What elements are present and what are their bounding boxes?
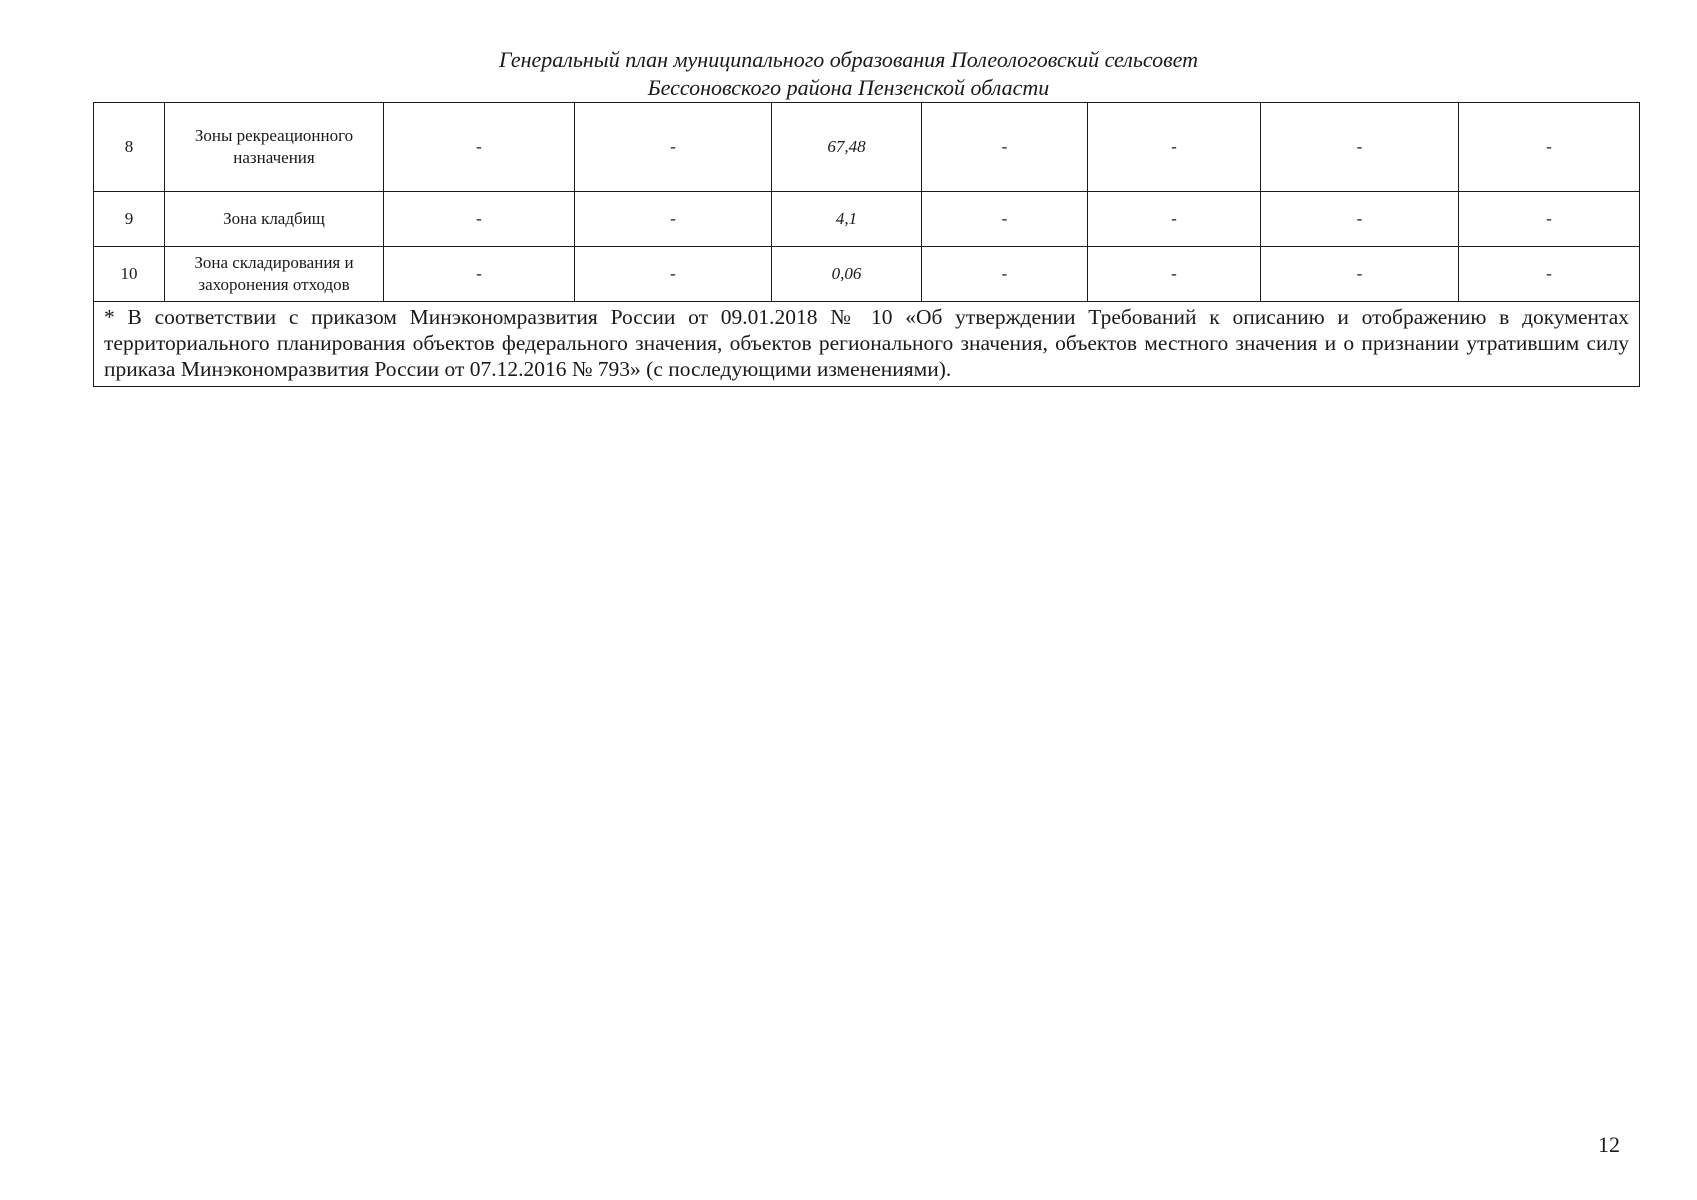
- table-cell: -: [575, 247, 772, 302]
- table-cell: -: [1261, 247, 1459, 302]
- table-cell: -: [1088, 103, 1261, 192]
- table-cell: -: [1088, 247, 1261, 302]
- table-cell: -: [1459, 192, 1640, 247]
- header-line-2: Бессоновского района Пензенской области: [647, 75, 1050, 100]
- row-number: 9: [94, 192, 165, 247]
- table-cell: -: [384, 103, 575, 192]
- row-number: 8: [94, 103, 165, 192]
- area-value: 67,48: [772, 103, 922, 192]
- footnote: * В соответствии с приказом Минэкономразвития России от 09.01.2018 № 10 «Об утверждении Требований к описанию и отображению в документах территориального планирования объектов федерального значения, объектов регионального значения, объектов местного значения и о признании утратившим силу приказа Минэкономразвития России от 07.12.2016 № 793» (с последующими изменениями).: [94, 302, 1640, 387]
- table-cell: -: [1459, 103, 1640, 192]
- header-line-1: Генеральный план муниципального образования Полеологовский сельсовет: [498, 47, 1198, 72]
- page-number: 12: [1598, 1132, 1620, 1157]
- table-row: [94, 103, 1640, 192]
- area-value: 0,06: [772, 247, 922, 302]
- table-cell: -: [1261, 103, 1459, 192]
- table-cell: -: [922, 192, 1088, 247]
- table-cell: -: [575, 192, 772, 247]
- zone-name: Зоны рекреационного назначения: [165, 103, 384, 192]
- table-row: [94, 192, 1640, 247]
- table-cell: -: [922, 247, 1088, 302]
- table-cell: -: [1261, 192, 1459, 247]
- zones-table: [93, 102, 1640, 387]
- zone-name: Зона кладбищ: [165, 192, 384, 247]
- footnote-row: [94, 302, 1640, 387]
- table-cell: -: [384, 192, 575, 247]
- row-number: 10: [94, 247, 165, 302]
- table-cell: -: [384, 247, 575, 302]
- zone-name: Зона складирования и захоронения отходов: [165, 247, 384, 302]
- table-cell: -: [575, 103, 772, 192]
- table-row: [94, 247, 1640, 302]
- table-cell: -: [1459, 247, 1640, 302]
- document-header: [0, 46, 1697, 102]
- table-cell: -: [922, 103, 1088, 192]
- area-value: 4,1: [772, 192, 922, 247]
- table-cell: -: [1088, 192, 1261, 247]
